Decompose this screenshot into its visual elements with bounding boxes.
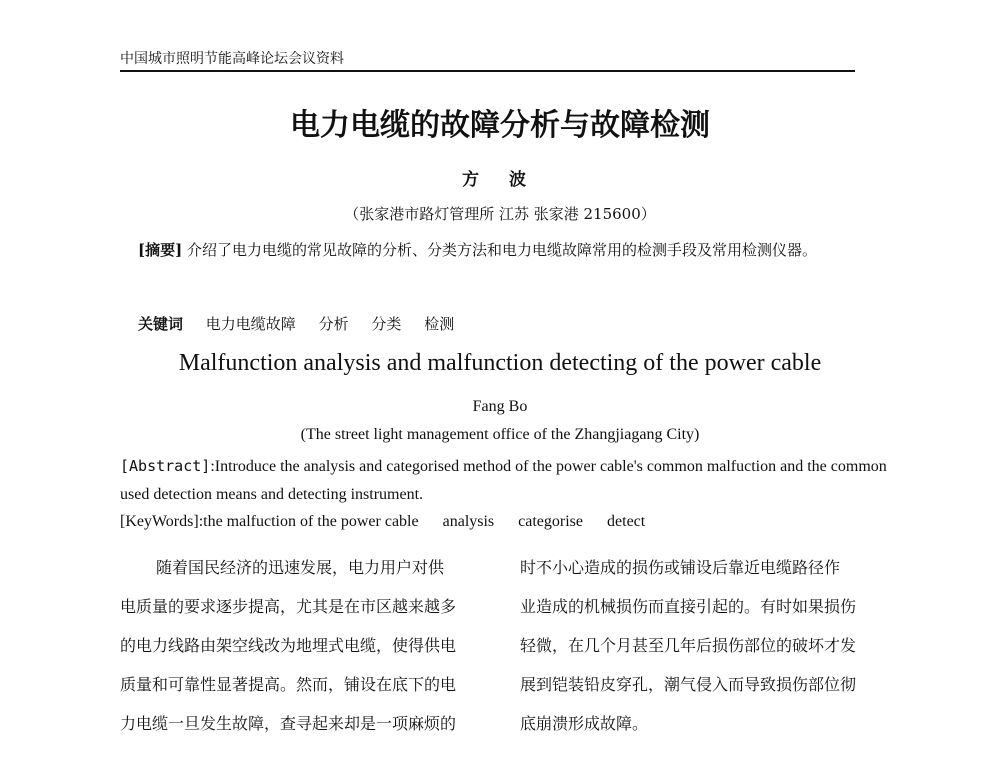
body-line: 时不小心造成的损伤或铺设后靠近电缆路径作 <box>520 558 841 577</box>
body-line: 质量和可靠性显著提高。然而，铺设在底下的电 <box>120 675 457 694</box>
body-line: 随着国民经济的迅速发展，电力用户对供 <box>156 558 445 577</box>
abstract-cn <box>120 235 888 265</box>
abstract-en-text: :Introduce the analysis and categorised method of the power cable's common malfuction and the common used detection means and detecting instrument. <box>120 458 887 503</box>
keyword-en: analysis <box>442 513 495 530</box>
keyword-en: :the malfuction of the power cable <box>198 513 419 530</box>
affiliation-cn: （张家港市路灯管理所 江苏 张家港 215600） <box>344 205 656 223</box>
body-line: 业造成的机械损伤而直接引起的。有时如果损伤 <box>520 597 857 616</box>
body-line: 轻微，在几个月甚至几年后损伤部位的破坏才发 <box>520 636 857 655</box>
abstract-en <box>120 452 888 509</box>
keywords-en <box>120 510 645 534</box>
body-column-right <box>520 548 892 743</box>
abstract-cn-label: [摘要] <box>138 241 183 259</box>
body-column-left <box>120 548 492 743</box>
affiliation-en: (The street light management office of the Zhangjiagang City) <box>300 426 700 443</box>
keyword-cn: 分析 <box>318 315 349 333</box>
abstract-en-label: [Abstract] <box>120 457 211 475</box>
abstract-cn-text: 介绍了电力电缆的常见故障的分析、分类方法和电力电缆故障常用的检测手段及常用检测仪器。 <box>186 241 817 259</box>
body-line: 力电缆一旦发生故障，查寻起来却是一项麻烦的 <box>120 714 457 733</box>
keyword-en: detect <box>607 513 646 530</box>
keyword-cn: 检测 <box>424 315 455 333</box>
body-line: 展到铠装铅皮穿孔，潮气侵入而导致损伤部位彻 <box>520 675 857 694</box>
body-line: 的电力线路由架空线改为地埋式电缆，使得供电 <box>120 636 457 655</box>
keyword-cn: 分类 <box>371 315 402 333</box>
body-line: 底崩溃形成故障。 <box>520 714 649 733</box>
keywords-cn-label: 关键词 <box>138 315 184 333</box>
body-line: 电质量的要求逐步提高，尤其是在市区越来越多 <box>120 597 457 616</box>
keywords-en-label: [KeyWords] <box>120 513 199 530</box>
paper-title-en: Malfunction analysis and malfunction detecting of the power cable <box>178 350 822 376</box>
author-en: Fang Bo <box>472 398 528 415</box>
running-header: 中国城市照明节能高峰论坛会议资料 <box>120 50 855 72</box>
keyword-cn: 电力电缆故障 <box>205 315 296 333</box>
keywords-cn <box>138 312 472 336</box>
keyword-en: categorise <box>518 513 584 530</box>
paper-title-cn: 电力电缆的故障分析与故障检测 <box>290 108 710 143</box>
author-cn: 方 波 <box>462 170 538 190</box>
